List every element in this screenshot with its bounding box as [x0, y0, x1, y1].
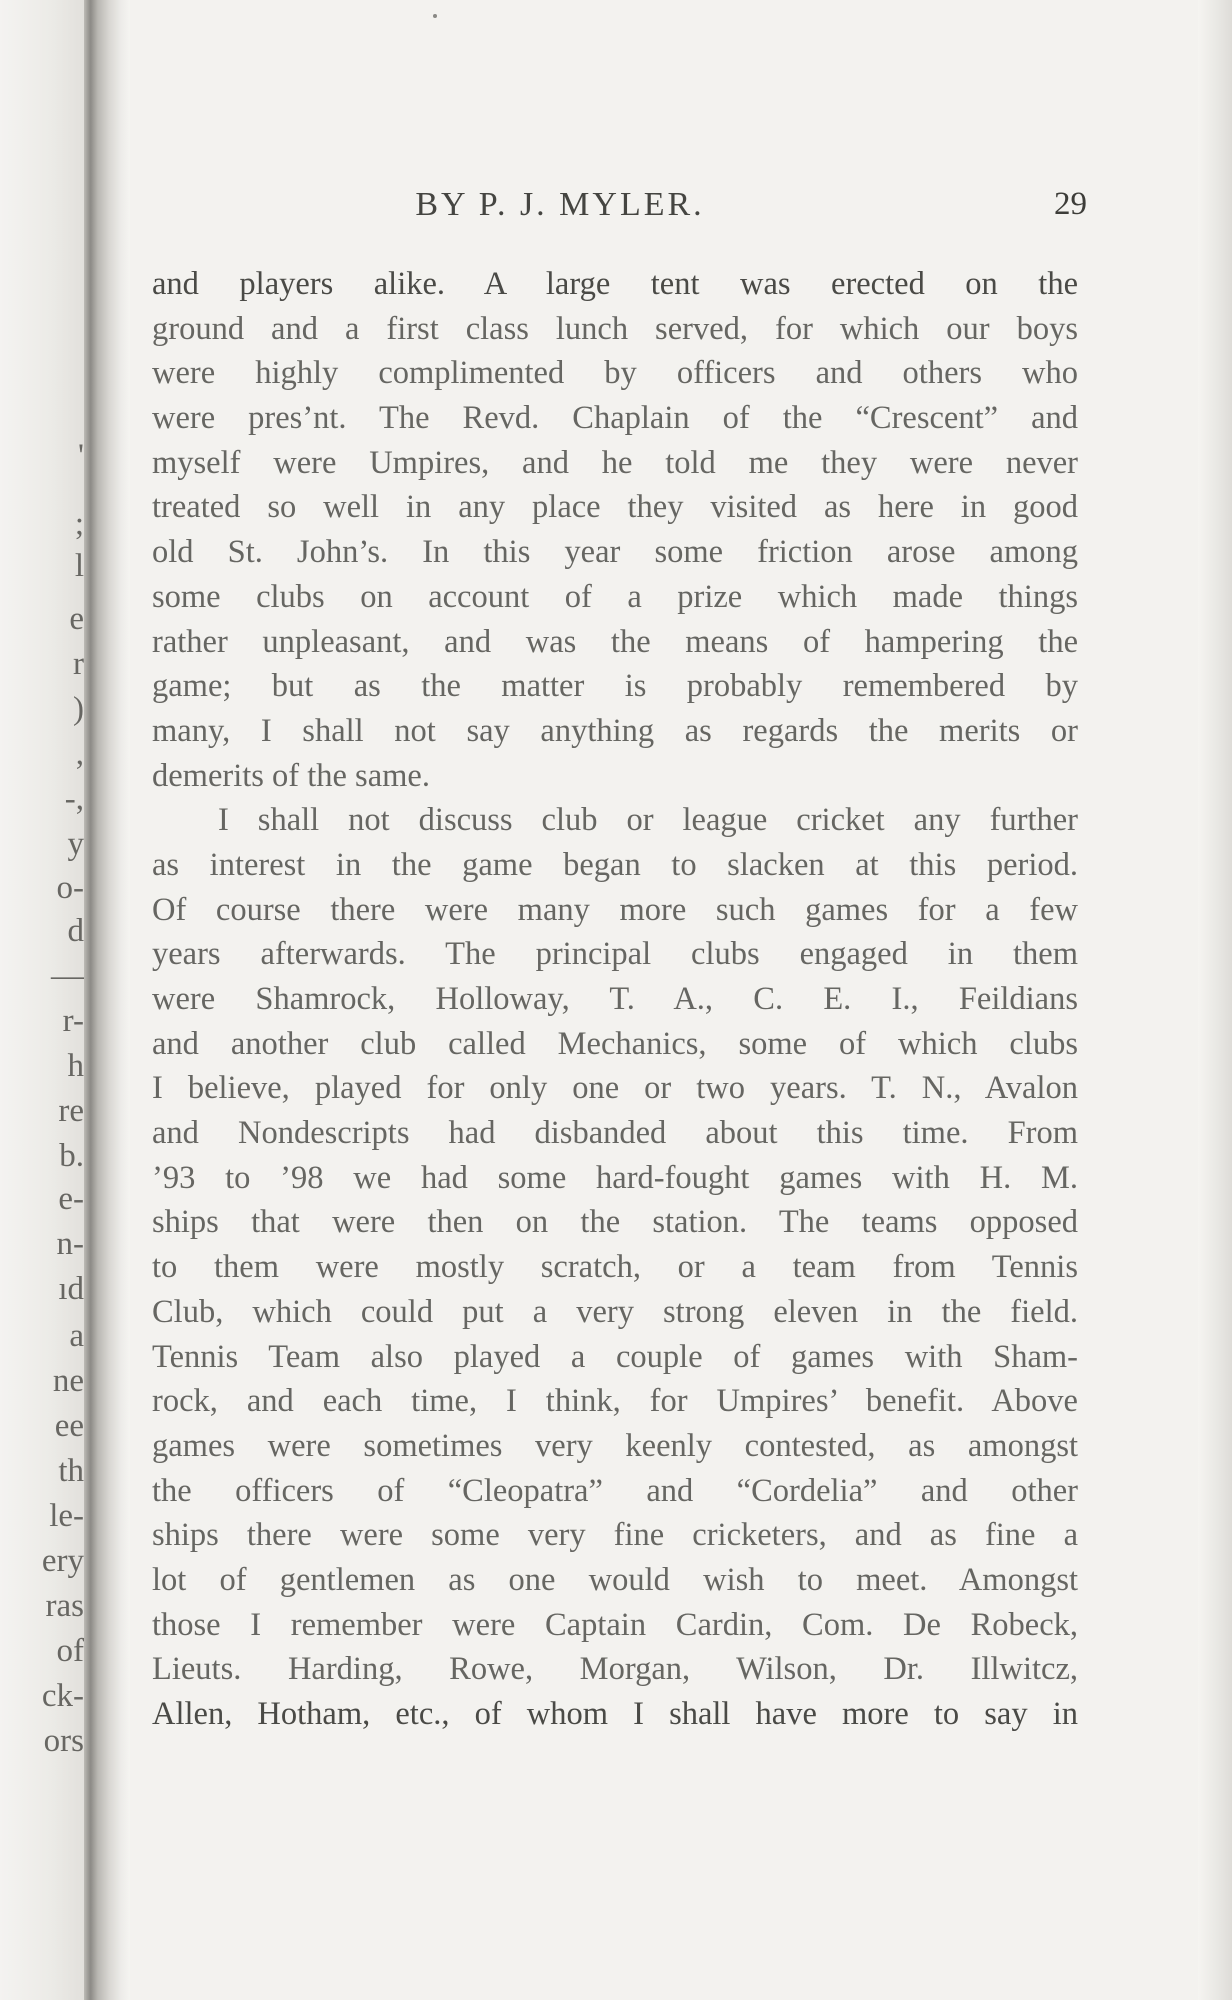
running-title: BY P. J. MYLER.	[415, 186, 705, 223]
text-line: I shall not discuss club or league cricket any further	[218, 802, 1078, 839]
text-line: some clubs on account of a prize which made things	[152, 578, 1078, 615]
left-page-text: th	[58, 1453, 84, 1489]
left-page-text: b.	[59, 1138, 84, 1174]
left-page-text: e-	[58, 1181, 84, 1217]
book-gutter	[84, 0, 130, 2000]
left-page-text: '	[78, 438, 84, 474]
text-line: I believe, played for only one or two years. T. N., Avalon	[152, 1070, 1078, 1107]
text-line: and another club called Mechanics, some of which clubs	[152, 1025, 1078, 1062]
text-line: were Shamrock, Holloway, T. A., C. E. I., Feildians	[152, 981, 1078, 1017]
left-page-text: a	[69, 1318, 84, 1354]
text-line: rather unpleasant, and was the means of hampering the	[152, 623, 1078, 660]
page-edge-shadow	[1198, 0, 1232, 2000]
text-line: the officers of “Cleopatra” and “Cordelia” and other	[152, 1472, 1078, 1509]
text-line: and players alike. A large tent was erected on the	[152, 266, 1078, 302]
text-line: ships that were then on the station. The teams opposed	[152, 1204, 1078, 1241]
left-page-text: y	[67, 826, 84, 862]
text-line: ships there were some very fine cricketers, and as fine a	[152, 1517, 1078, 1554]
book-page	[130, 0, 1198, 2000]
left-page-text: r	[73, 646, 84, 682]
left-page-text: o-	[56, 870, 84, 906]
left-page-text: re	[58, 1093, 84, 1129]
text-line: ’93 to ’98 we had some hard-fought games with H. M.	[152, 1159, 1078, 1196]
text-line: Of course there were many more such games for a few	[152, 891, 1078, 928]
left-page-text: ıd	[58, 1271, 84, 1307]
left-page-text: of	[56, 1633, 84, 1669]
left-page-text: ras	[45, 1588, 84, 1624]
text-line: to them were mostly scratch, or a team from Tennis	[152, 1249, 1078, 1286]
text-line: many, I shall not say anything as regards the merits or	[152, 712, 1078, 749]
text-line: Allen, Hotham, etc., of whom I shall have more to say in	[152, 1696, 1078, 1732]
text-line: old St. John’s. In this year some friction arose among	[152, 534, 1078, 571]
text-line: Lieuts. Harding, Rowe, Morgan, Wilson, Dr. Illwitcz,	[152, 1651, 1078, 1688]
left-page-text: ery	[41, 1543, 84, 1579]
left-page-fragment	[0, 0, 84, 2000]
left-page-text: )	[73, 691, 84, 727]
body-text	[152, 262, 1078, 1737]
text-line: demerits of the same.	[152, 757, 430, 794]
left-page-text: e	[69, 601, 84, 637]
left-page-text: n-	[56, 1226, 84, 1262]
text-line: games were sometimes very keenly contested, as amongst	[152, 1427, 1078, 1464]
text-line: were highly complimented by officers and others who	[152, 355, 1078, 392]
text-line: game; but as the matter is probably remembered by	[152, 668, 1078, 705]
left-page-text: ;	[74, 506, 84, 542]
text-line: lot of gentlemen as one would wish to meet. Amongst	[152, 1561, 1078, 1598]
text-line: ground and a first class lunch served, for which our boys	[152, 310, 1078, 347]
left-page-text: ,	[75, 736, 84, 772]
left-page-text: l	[74, 548, 84, 584]
left-page-text: le-	[49, 1498, 84, 1534]
text-line: Tennis Team also played a couple of games with Sham-	[152, 1338, 1078, 1375]
left-page-text: d	[67, 913, 84, 949]
text-line: years afterwards. The principal clubs engaged in them	[152, 936, 1078, 973]
left-page-text: h	[67, 1048, 84, 1084]
left-page-text: —	[51, 958, 84, 994]
text-line: were pres’nt. The Revd. Chaplain of the “Crescent” and	[152, 400, 1078, 437]
left-page-text: ors	[43, 1723, 84, 1759]
text-line: Club, which could put a very strong eleven in the field.	[152, 1293, 1078, 1330]
left-page-text: ee	[54, 1408, 84, 1444]
text-line: rock, and each time, I think, for Umpires’ benefit. Above	[152, 1383, 1078, 1420]
left-page-text: ne	[52, 1363, 84, 1399]
text-line: as interest in the game began to slacken at this period.	[152, 846, 1078, 883]
text-line: treated so well in any place they visited as here in good	[152, 489, 1078, 526]
running-head	[130, 186, 1198, 236]
text-line: those I remember were Captain Cardin, Com. De Robeck,	[152, 1606, 1078, 1643]
left-page-text: ck-	[41, 1678, 84, 1714]
left-page-text: -,	[64, 781, 84, 817]
text-line: myself were Umpires, and he told me they were never	[152, 444, 1078, 481]
page-number: 29	[1054, 186, 1087, 222]
text-line: and Nondescripts had disbanded about this time. From	[152, 1115, 1078, 1152]
left-page-text: r-	[62, 1003, 84, 1039]
